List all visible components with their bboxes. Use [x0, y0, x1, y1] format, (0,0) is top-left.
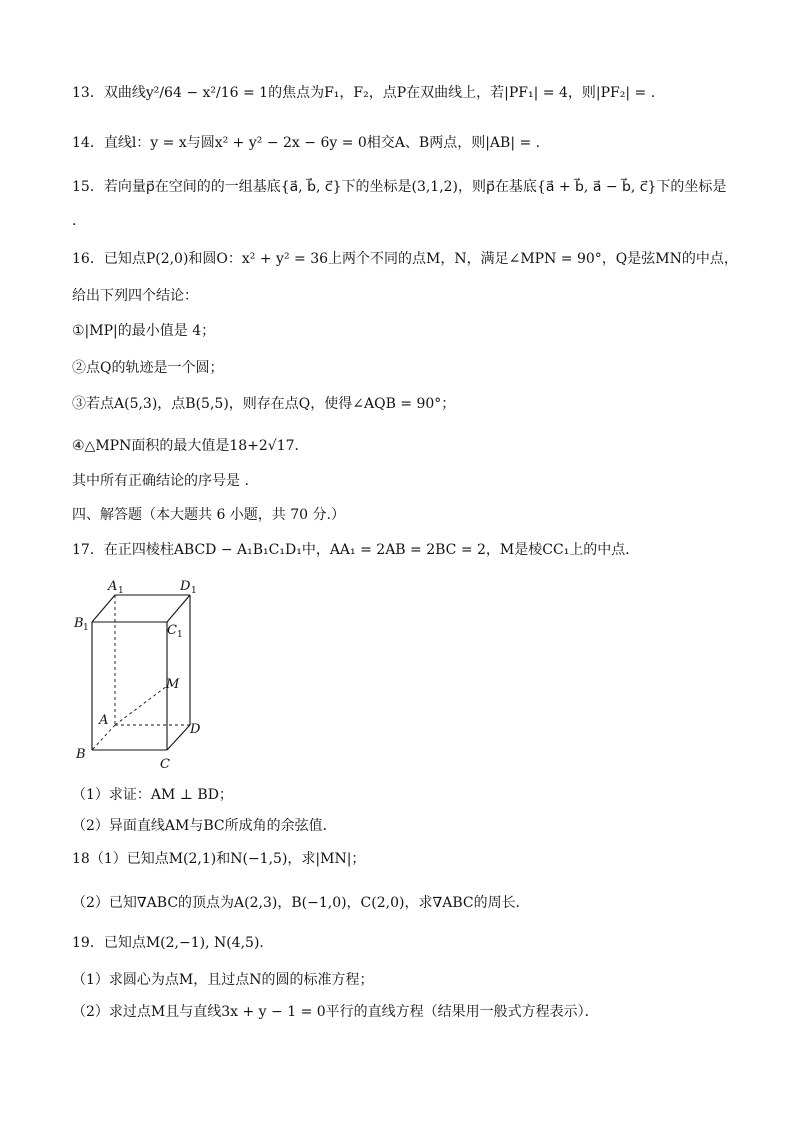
period: .	[535, 135, 541, 151]
question-18-part-2-text: （2）已知∇ABC的顶点为A(2,3)，B(−1,0)，C(2,0)，求∇ABC的周长．	[72, 895, 530, 911]
hidden-segment-a-m	[115, 686, 167, 725]
prism-figure	[70, 575, 220, 775]
conclusion-3-text: ③若点A(5,3)，点B(5,5)，则存在点Q，使得∠AQB = 90°；	[72, 396, 456, 412]
section-title	[72, 505, 734, 525]
conclusion-2	[72, 358, 734, 378]
question-13-text: 13．双曲线y²/64 − x²/16 = 1的焦点为F₁，F₂，点P在双曲线上，若|PF₁| = 4，则|PF₂| =	[72, 85, 647, 101]
label-a1: A	[108, 579, 118, 594]
conclusion-1	[72, 321, 734, 341]
question-14	[72, 133, 734, 155]
question-18-part-1-text: 18（1）已知点M(2,1)和N(−1,5)，求|MN|；	[72, 851, 366, 867]
question-17	[72, 540, 734, 560]
question-16-line-2	[72, 286, 734, 306]
conclusion-4-text: ④△MPN面积的最大值是18+2√17．	[72, 438, 309, 454]
question-17-text: 17．在正四棱柱ABCD − A₁B₁C₁D₁中，AA₁ = 2AB = 2BC = 2，M是棱CC₁上的中点．	[72, 542, 640, 558]
question-19-part-1	[72, 970, 734, 990]
question-17-part-1	[72, 785, 734, 805]
label-a1-sub: 1	[118, 586, 124, 596]
period: .	[244, 473, 249, 489]
label-b1: B	[74, 616, 84, 631]
question-16-prompt: 给出下列四个结论：	[72, 288, 198, 304]
label-b1-sub: 1	[83, 623, 89, 633]
conclusion-4	[72, 436, 734, 456]
label-d1-sub: 1	[191, 586, 197, 596]
question-15-line-2	[72, 211, 734, 233]
hidden-edge-a-b	[92, 725, 115, 750]
conclusion-1-text: ①|MP|的最小值是 4；	[72, 323, 216, 339]
label-c1-sub: 1	[177, 630, 183, 640]
label-d: D	[190, 722, 201, 737]
question-16-ask-text: 其中所有正确结论的序号是	[72, 473, 240, 489]
label-d1: D	[180, 579, 191, 594]
question-17-part-1-text: （1）求证：AM ⊥ BD；	[72, 787, 233, 803]
label-c1: C	[167, 623, 177, 638]
edge-c-d	[167, 725, 190, 750]
question-16-text: 16．已知点P(2,0)和圆O：x² + y² = 36上两个不同的点M，N，满足∠MPN = 90°，Q是弦MN的中点，	[72, 251, 738, 267]
question-18-part-1	[72, 849, 734, 869]
label-b: B	[76, 747, 86, 762]
period: .	[650, 85, 656, 101]
question-19-part-1-text: （1）求圆心为点M，且过点N的圆的标准方程；	[72, 972, 374, 988]
question-18-part-2	[72, 893, 734, 913]
question-14-text: 14．直线l：y = x与圆x² + y² − 2x − 6y = 0相交A、B两点，则|AB| =	[72, 135, 532, 151]
section-title-text: 四、解答题（本大题共 6 小题，共 70 分.）	[72, 507, 345, 523]
question-16-line-1	[72, 249, 738, 269]
edge-c1-d1	[167, 595, 190, 622]
label-m: M	[166, 677, 180, 692]
question-19-part-2	[72, 1002, 734, 1022]
conclusion-3	[72, 394, 734, 414]
question-15-end: ．	[72, 213, 86, 229]
question-17-part-2	[72, 816, 734, 836]
question-19	[72, 933, 734, 953]
question-16-ask	[72, 471, 734, 493]
question-15-text: 15．若向量p⃗在空间的的一组基底{a⃗, b⃗, c⃗}下的坐标是(3,1,2)，则p⃗在基底{a⃗ + b⃗, a⃗ − b⃗, c⃗}下的坐标是	[72, 179, 727, 195]
edge-a1-b1	[92, 595, 115, 622]
conclusion-2-text: ②点Q的轨迹是一个圆；	[72, 360, 224, 376]
question-15-line-1	[72, 177, 734, 197]
label-c: C	[160, 757, 170, 772]
question-19-part-2-text: （2）求过点M且与直线3x + y − 1 = 0平行的直线方程（结果用一般式方程表示）．	[72, 1004, 599, 1020]
question-19-text: 19．已知点M(2,−1), N(4,5)．	[72, 935, 274, 951]
question-13	[72, 83, 734, 105]
label-a: A	[99, 713, 109, 728]
question-17-part-2-text: （2）异面直线AM与BC所成角的余弦值．	[72, 818, 337, 834]
